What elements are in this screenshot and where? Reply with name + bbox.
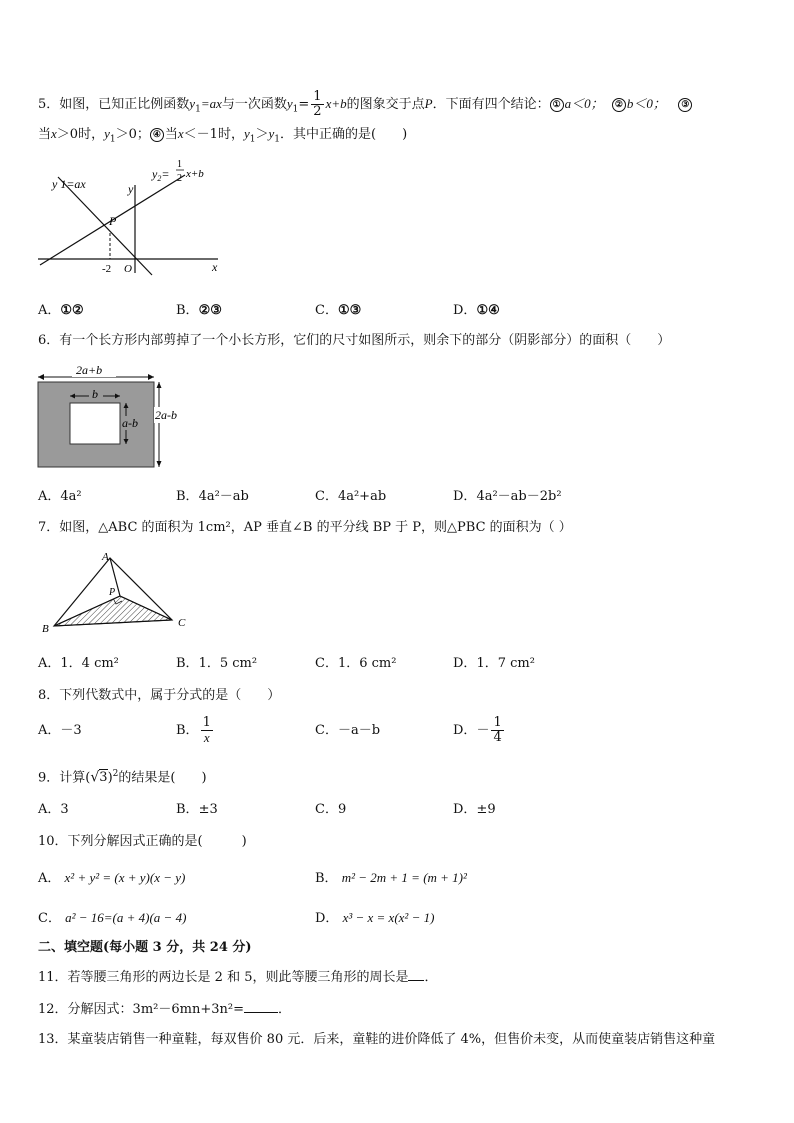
q10-option-a[interactable] <box>38 869 185 888</box>
q10-option-d[interactable] <box>315 909 434 928</box>
q5-option-a-value: ①② <box>60 303 84 318</box>
q6-option-a-value: 4a² <box>60 489 82 504</box>
y-axis-label: y <box>128 182 134 196</box>
q11-line <box>38 968 438 987</box>
tick-neg2: -2 <box>102 263 112 275</box>
q8-option-d-fraction <box>491 716 503 745</box>
q5-l2-y3: y <box>268 126 275 141</box>
label-y2-rest: x+b <box>186 168 204 180</box>
q5-text-c: 的图象交于点 <box>346 97 425 112</box>
q5-l2-e: ＜－1时， <box>183 127 244 142</box>
q9-exponent: 2 <box>112 769 119 779</box>
q9-option-a-value: 3 <box>60 802 69 817</box>
q7-option-d[interactable] <box>453 655 535 673</box>
q10-option-b-value: m² − 2m + 1 = (m + 1)² <box>341 870 467 885</box>
q5-line1 <box>38 90 693 119</box>
q5-l2-sub: 1 <box>109 134 116 145</box>
right-dimension-label: 2a-b <box>155 408 177 422</box>
q7-option-b-label: B． <box>176 656 199 671</box>
q8-d-sign: － <box>476 723 490 738</box>
q10-option-b[interactable] <box>315 869 467 888</box>
q5-l2-sub2: 1 <box>249 134 256 145</box>
q5-frac-den: 2 <box>313 104 322 119</box>
q5-option-b-value: ②③ <box>198 303 222 318</box>
q5-f2-eq: = <box>298 97 310 112</box>
q9-radicand: 3 <box>99 770 108 786</box>
q6-figure <box>34 362 194 472</box>
q8-option-c[interactable] <box>315 722 380 740</box>
q5-point: P <box>424 96 433 111</box>
q12-text-b: ． <box>277 1002 291 1017</box>
q5-l2-c: ＞0； <box>115 127 150 142</box>
q7-option-a-value: 1．4 cm² <box>60 656 119 671</box>
q5-option-a-label: A． <box>38 303 61 318</box>
q10-option-b-label: B． <box>315 871 338 886</box>
q10-option-d-value: x³ − x = x(x² − 1) <box>342 910 435 925</box>
q8-option-b[interactable] <box>176 713 215 749</box>
q7-option-c-value: 1．6 cm² <box>337 656 397 671</box>
q9-text-b: 的结果是( ) <box>118 770 207 786</box>
q5-option-b[interactable] <box>176 302 222 320</box>
q9-option-b-label: B． <box>176 802 199 817</box>
conclusion-3-mark: ③ <box>678 98 692 112</box>
vertex-a-label: A <box>102 551 109 563</box>
q5-l2-sub3: 1 <box>274 134 280 145</box>
q5-text-b: 与一次函数 <box>221 97 287 112</box>
q5-f1-eq: =ax <box>200 96 222 111</box>
q5-line2 <box>38 125 407 149</box>
q10-text: 10．下列分解因式正确的是( ) <box>38 834 247 849</box>
q9-option-c[interactable] <box>315 801 346 819</box>
q7-figure <box>34 548 204 640</box>
label-y2-y: y <box>152 167 158 181</box>
q8-text: 8．下列代数式中，属于分式的是（ ） <box>38 688 281 703</box>
q7-option-c[interactable] <box>315 655 396 673</box>
q12-answer-blank[interactable] <box>244 1000 278 1013</box>
point-p-label: P <box>109 214 117 228</box>
q5-l2-g: ．其中正确的是( ) <box>280 127 408 142</box>
q10-option-c-value: a² − 16=(a + 4)(a − 4) <box>65 910 187 925</box>
q5-option-d-value: ①④ <box>476 303 500 318</box>
label-y2-sub: 2 <box>157 174 162 183</box>
origin-label: O <box>124 263 132 275</box>
q9-option-d-value: ±9 <box>476 802 496 817</box>
q10-option-d-label: D． <box>315 911 339 926</box>
q5-f2: y <box>286 96 293 111</box>
inner-right-label: a-b <box>122 416 138 430</box>
q5-fraction <box>311 90 323 119</box>
q5-text-d: ．下面有四个结论： <box>432 97 550 112</box>
q5-l2-x2: x <box>177 126 184 141</box>
q8-option-d[interactable] <box>453 713 506 749</box>
top-arrow-left <box>38 374 44 380</box>
q8-b-num: 1 <box>202 715 211 730</box>
label-y1: y 1=ax <box>52 177 86 191</box>
conclusion-1: a＜0； <box>564 96 604 111</box>
q7-option-a-label: A． <box>38 656 61 671</box>
q8-option-a[interactable] <box>38 722 82 740</box>
label-y2-eq: = <box>161 167 170 181</box>
q10-option-c-label: C． <box>38 911 61 926</box>
conclusion-1-mark: ① <box>550 98 564 112</box>
q5-l2-d: 当 <box>164 127 178 142</box>
q10-option-c[interactable] <box>38 909 186 928</box>
q7-option-b[interactable] <box>176 655 257 673</box>
q9-option-d[interactable] <box>453 801 496 819</box>
q8-option-a-value: －3 <box>60 723 82 738</box>
q12-line <box>38 1000 291 1019</box>
conclusion-2-mark: ② <box>612 98 626 112</box>
q5-l2-y2: y <box>243 126 250 141</box>
q5-frac-num: 1 <box>313 89 322 104</box>
q5-l2-x: x <box>51 126 57 141</box>
q5-l2-b: ＞0时， <box>56 127 105 142</box>
q6-text: 6．有一个长方形内部剪掉了一个小长方形，它们的尺寸如图所示，则余下的部分（阴影部分）的面积（ ） <box>38 333 671 348</box>
right-arrow-bottom <box>157 461 162 467</box>
q9-option-a[interactable] <box>38 801 69 819</box>
q9-option-d-label: D． <box>453 802 477 817</box>
q7-option-d-value: 1．7 cm² <box>476 656 535 671</box>
section-heading: 二、填空题(每小题 3 分，共 24 分) <box>38 940 252 955</box>
q6-option-d-value: 4a²－ab－2b² <box>476 489 562 504</box>
q6-option-c-value: 4a²+ab <box>337 489 387 504</box>
label-y2 <box>151 167 169 183</box>
q8-option-d-label: D． <box>453 723 477 738</box>
q11-answer-blank[interactable] <box>408 968 424 981</box>
q8-d-num: 1 <box>493 715 502 730</box>
q11-text-a: 11．若等腰三角形的两边长是 2 和 5，则此等腰三角形的周长是 <box>38 970 409 985</box>
conclusion-2: b＜0； <box>626 96 666 111</box>
q6-option-a-label: A． <box>38 489 61 504</box>
q9-option-c-value: 9 <box>337 802 347 817</box>
top-dimension-label: 2a+b <box>76 363 103 377</box>
inner-rectangle <box>70 403 120 444</box>
q6-option-b[interactable] <box>176 488 249 506</box>
q5-f2-rest: x+b <box>325 96 347 111</box>
q5-option-c[interactable] <box>315 302 361 320</box>
q5-f1: y <box>189 96 196 111</box>
q6-option-c[interactable] <box>315 488 386 506</box>
vertex-b-label: B <box>42 623 49 635</box>
q8-b-den: x <box>203 730 210 745</box>
q5-f2-sub: 1 <box>292 104 299 115</box>
q9-line: 9．计算$(√3)^2$的结果是( ) <box>38 769 207 786</box>
q9-option-c-label: C． <box>315 802 338 817</box>
q6-option-b-label: B． <box>176 489 199 504</box>
q11-text-b: ． <box>424 970 438 985</box>
q13-text: 13．某童装店销售一种童鞋，每双售价 80 元．后来，童鞋的进价降低了 4%，但售价未变，从而使童装店销售这种童 <box>38 1032 716 1047</box>
line-y1 <box>58 177 152 275</box>
q5-l2-f: ＞ <box>255 127 269 142</box>
q7-text: 7．如图，△ABC 的面积为 1cm²，AP 垂直∠B 的平分线 BP 于 P，则△PBC 的面积为（ ） <box>38 520 572 535</box>
label-y2-den: 2 <box>177 173 182 184</box>
label-y2-num: 1 <box>177 159 182 170</box>
q5-graph <box>30 155 230 280</box>
q8-option-c-value: －a－b <box>337 723 381 738</box>
q5-l2-y: y <box>104 126 110 141</box>
q5-option-c-label: C． <box>315 303 338 318</box>
vertex-c-label: C <box>178 617 186 629</box>
q10-option-a-label: A． <box>38 871 61 886</box>
q7-option-a[interactable] <box>38 655 119 673</box>
point-p-label: P <box>109 587 116 598</box>
q5-option-a[interactable] <box>38 302 84 320</box>
q9-option-a-label: A． <box>38 802 61 817</box>
q8-d-den: 4 <box>493 730 502 745</box>
q5-text: 如图，已知正比例函数 <box>59 97 190 112</box>
q5-option-d[interactable] <box>453 302 500 320</box>
conclusion-4-mark: ④ <box>150 128 164 142</box>
q8-option-b-fraction <box>201 716 213 745</box>
q8-option-a-label: A． <box>38 723 61 738</box>
x-axis-label: x <box>212 260 218 274</box>
q12-text-a: 12．分解因式：3m²－6mn+3n²= <box>38 1002 244 1017</box>
q7-option-d-label: D． <box>453 656 477 671</box>
q5-option-d-label: D． <box>453 303 477 318</box>
right-arrow-top <box>157 382 162 388</box>
q5-l2-a: 当 <box>38 127 52 142</box>
q9-option-b[interactable] <box>176 801 218 819</box>
top-arrow-right <box>148 374 154 380</box>
q6-option-d[interactable] <box>453 488 562 506</box>
q9-option-b-value: ±3 <box>198 802 218 817</box>
q6-option-b-value: 4a²－ab <box>198 489 249 504</box>
q6-option-c-label: C． <box>315 489 338 504</box>
q5-f1-sub: 1 <box>195 104 201 115</box>
sqrt-sign: √ <box>90 769 100 786</box>
q5-number: 5． <box>38 97 60 112</box>
inner-top-label: b <box>92 387 98 401</box>
q5-option-c-value: ①③ <box>337 303 362 318</box>
q7-option-c-label: C． <box>315 656 338 671</box>
q7-option-b-value: 1．5 cm² <box>198 656 258 671</box>
q5-option-b-label: B． <box>176 303 199 318</box>
q6-option-d-label: D． <box>453 489 477 504</box>
q8-option-b-label: B． <box>176 723 199 738</box>
q9-text-a: 9．计算 <box>38 770 86 786</box>
q10-option-a-value: x² + y² = (x + y)(x − y) <box>64 870 186 885</box>
q8-option-c-label: C． <box>315 723 338 738</box>
q6-option-a[interactable] <box>38 488 82 506</box>
